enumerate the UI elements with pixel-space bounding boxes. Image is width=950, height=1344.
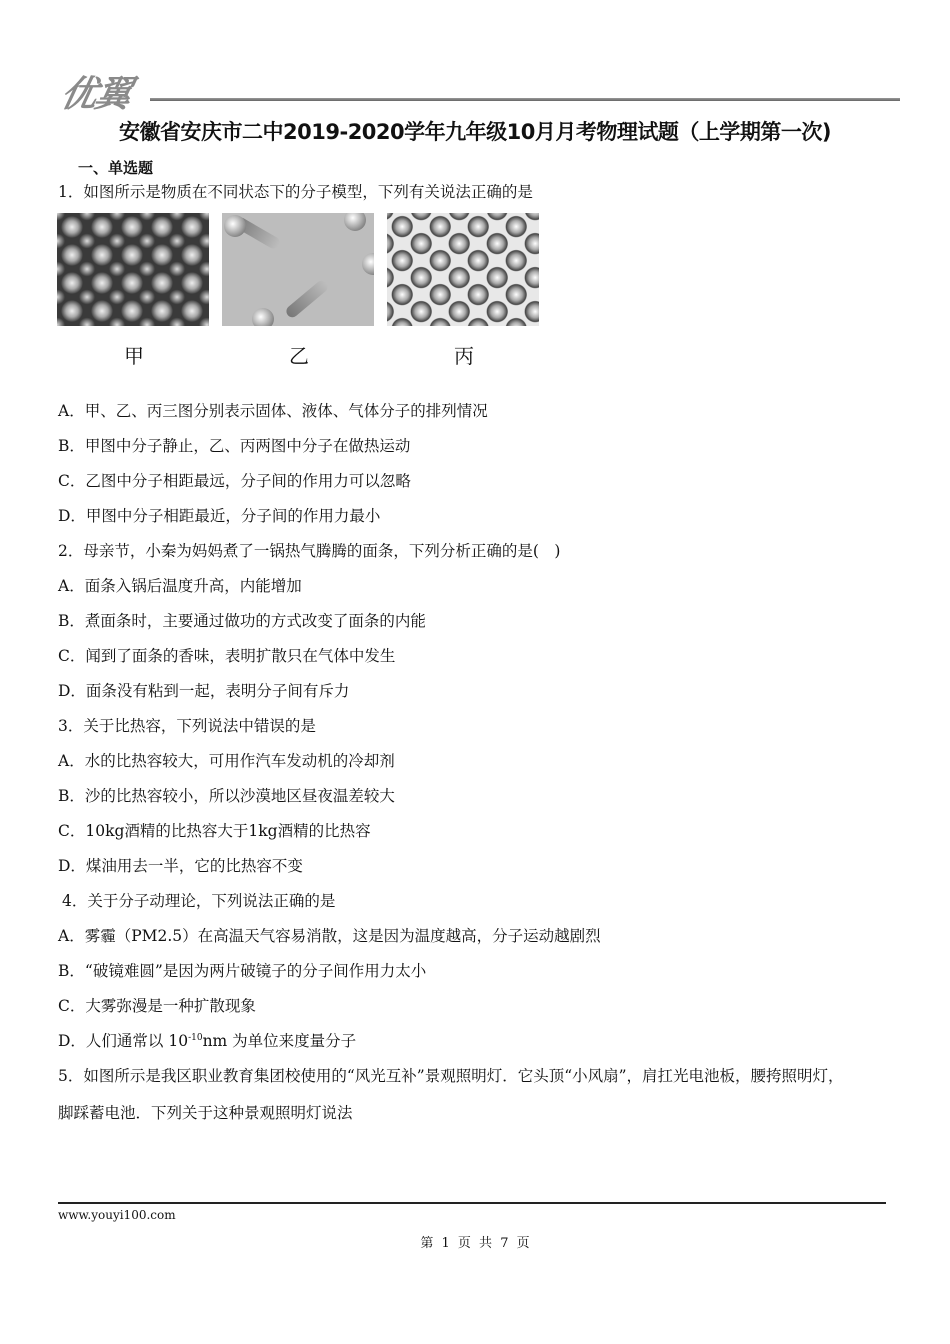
section-heading: 一、单选题	[78, 159, 154, 177]
option-line: D．甲图中分子相距最近，分子间的作用力最小	[58, 507, 381, 525]
option-line: C．大雾弥漫是一种扩散现象	[58, 997, 256, 1015]
header-rule	[150, 98, 900, 101]
option-line: B．“破镜难圆”是因为两片破镜子的分子间作用力太小	[58, 962, 427, 980]
figure-solid-molecules	[57, 213, 209, 326]
figure-label-jia: 甲	[124, 344, 144, 368]
option-line: A．甲、乙、丙三图分别表示固体、液体、气体分子的排列情况	[58, 402, 488, 420]
question-2: 2．母亲节，小秦为妈妈煮了一锅热气腾腾的面条，下列分析正确的是( )	[58, 542, 561, 560]
option-line: B．煮面条时，主要通过做功的方式改变了面条的内能	[58, 612, 426, 630]
document-title: 安徽省安庆市二中2019-2020学年九年级10月月考物理试题（上学期第一次)	[119, 120, 831, 144]
text: nm 为单位来度量分子	[202, 1032, 357, 1050]
option-line: B．甲图中分子静止，乙、丙两图中分子在做热运动	[58, 437, 411, 455]
question-1: 1．如图所示是物质在不同状态下的分子模型，下列有关说法正确的是	[58, 183, 533, 201]
option-line: A．雾霾（PM2.5）在高温天气容易消散，这是因为温度越高，分子运动越剧烈	[58, 927, 601, 945]
option-line: C．乙图中分子相距最远，分子间的作用力可以忽略	[58, 472, 411, 490]
figure-label-yi: 乙	[289, 344, 309, 368]
footer-url[interactable]: www.youyi100.com	[58, 1208, 176, 1222]
option-line: A．面条入锅后温度升高，内能增加	[58, 577, 302, 595]
option-line: D．煤油用去一半，它的比热容不变	[58, 857, 303, 875]
option-line: B．沙的比热容较小，所以沙漠地区昼夜温差较大	[58, 787, 395, 805]
question-5: 5．如图所示是我区职业教育集团校使用的“风光互补”景观照明灯．它头顶“小风扇”，肩扛光电池板，腰挎照明灯，	[58, 1067, 844, 1085]
figure-liquid-molecules	[387, 213, 539, 326]
page-number: 第 1 页 共 7 页	[420, 1236, 530, 1251]
logo: 优翼	[57, 74, 134, 115]
question-4: 4．关于分子动理论，下列说法正确的是	[62, 892, 336, 910]
footer-rule	[58, 1202, 886, 1204]
option-line: C．闻到了面条的香味，表明扩散只在气体中发生	[58, 647, 396, 665]
figure-gas-molecules	[222, 213, 374, 326]
text: D．人们通常以 10	[58, 1032, 189, 1050]
option-line: A．水的比热容较大，可用作汽车发动机的冷却剂	[58, 752, 395, 770]
question-5-continued: 脚踩蓄电池．下列关于这种景观照明灯说法	[58, 1104, 353, 1122]
option-line: D．面条没有粘到一起，表明分子间有斥力	[58, 682, 350, 700]
superscript: -10	[188, 1032, 203, 1043]
option-line: C．10kg酒精的比热容大于1kg酒精的比热容	[58, 822, 371, 840]
option-line	[58, 1029, 356, 1051]
figure-label-bing: 丙	[454, 344, 474, 368]
question-3: 3．关于比热容，下列说法中错误的是	[58, 717, 316, 735]
